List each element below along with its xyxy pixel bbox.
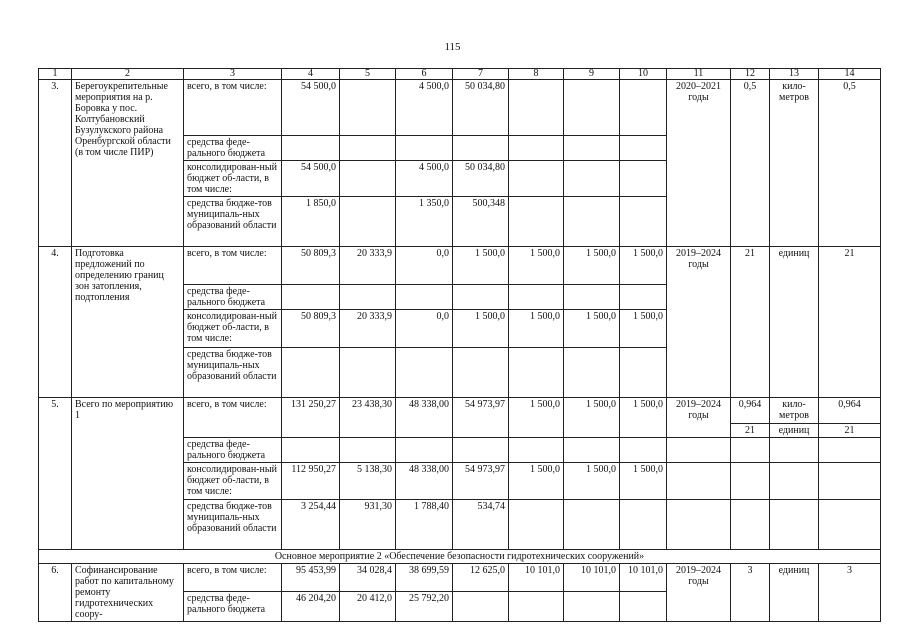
quantity-cell: 0,964 [731, 398, 770, 424]
funding-source-label: всего, в том числе: [184, 564, 282, 592]
amount-cell: 54 973,97 [453, 398, 509, 438]
column-number-header: 14 [819, 69, 881, 80]
amount-cell: 112 950,27 [282, 463, 340, 500]
amount-cell [564, 348, 620, 398]
amount-cell [396, 136, 453, 161]
unit-cell: единиц [770, 424, 819, 438]
funding-source-label: всего, в том числе: [184, 80, 282, 136]
amount-cell [340, 285, 396, 310]
amount-cell: 38 699,59 [396, 564, 453, 592]
amount-cell [340, 136, 396, 161]
amount-cell [340, 197, 396, 247]
amount-cell: 1 500,0 [620, 463, 667, 500]
result-cell: 21 [819, 247, 881, 398]
row-number: 3. [39, 80, 72, 247]
amount-cell: 20 333,9 [340, 247, 396, 285]
page-number: 115 [444, 41, 461, 53]
table-row [39, 247, 881, 285]
amount-cell: 54 500,0 [282, 161, 340, 197]
amount-cell: 20 333,9 [340, 310, 396, 348]
empty-cell [770, 463, 819, 500]
period-cell: 2020–2021 годы [667, 80, 731, 247]
amount-cell [564, 500, 620, 550]
amount-cell: 12 625,0 [453, 564, 509, 592]
amount-cell [396, 348, 453, 398]
amount-cell: 4 500,0 [396, 161, 453, 197]
amount-cell: 1 500,0 [509, 310, 564, 348]
amount-cell [564, 592, 620, 622]
period-cell: 2019–2024 годы [667, 398, 731, 438]
amount-cell: 50 809,3 [282, 310, 340, 348]
row-number: 6. [39, 564, 72, 622]
empty-cell [731, 463, 770, 500]
column-number-header: 1 [39, 69, 72, 80]
amount-cell: 3 254,44 [282, 500, 340, 550]
amount-cell: 1 850,0 [282, 197, 340, 247]
funding-source-label: средства феде-ральнoго бюджета [184, 136, 282, 161]
column-number-header: 3 [184, 69, 282, 80]
amount-cell [396, 438, 453, 463]
amount-cell [509, 161, 564, 197]
row-number: 5. [39, 398, 72, 550]
amount-cell [453, 285, 509, 310]
period-cell: 2019–2024 годы [667, 564, 731, 622]
unit-cell: единиц [770, 564, 819, 622]
amount-cell [340, 438, 396, 463]
amount-cell: 50 034,80 [453, 161, 509, 197]
amount-cell [509, 80, 564, 136]
amount-cell: 23 438,30 [340, 398, 396, 438]
amount-cell [340, 348, 396, 398]
amount-cell [620, 136, 667, 161]
measure-name: Подготовка предложений по определению границ зон затопления, подтопления [72, 247, 184, 398]
quantity-cell: 3 [731, 564, 770, 622]
amount-cell [509, 438, 564, 463]
amount-cell: 95 453,99 [282, 564, 340, 592]
amount-cell: 34 028,4 [340, 564, 396, 592]
amount-cell [453, 438, 509, 463]
amount-cell [620, 285, 667, 310]
column-number-header: 6 [396, 69, 453, 80]
unit-cell: кило-метров [770, 80, 819, 247]
amount-cell: 48 338,00 [396, 463, 453, 500]
amount-cell [340, 161, 396, 197]
table-row [39, 398, 881, 424]
amount-cell [620, 592, 667, 622]
column-number-header: 9 [564, 69, 620, 80]
funding-source-label: средства феде-ральнoго бюджета [184, 592, 282, 622]
amount-cell: 46 204,20 [282, 592, 340, 622]
amount-cell: 0,0 [396, 310, 453, 348]
amount-cell: 1 500,0 [564, 310, 620, 348]
period-cell: 2019–2024 годы [667, 247, 731, 398]
amount-cell [620, 500, 667, 550]
amount-cell: 1 500,0 [453, 247, 509, 285]
amount-cell [620, 348, 667, 398]
amount-cell [340, 80, 396, 136]
funding-source-label: средства феде-ральнoго бюджета [184, 285, 282, 310]
amount-cell [564, 161, 620, 197]
amount-cell: 1 500,0 [564, 247, 620, 285]
funding-source-label: средства бюдже-тов муниципаль-ных образований области [184, 348, 282, 398]
amount-cell [509, 592, 564, 622]
table-row [39, 80, 881, 136]
empty-cell [667, 500, 731, 550]
amount-cell [453, 592, 509, 622]
amount-cell: 1 500,0 [620, 310, 667, 348]
amount-cell [453, 136, 509, 161]
row-number: 4. [39, 247, 72, 398]
empty-cell [770, 500, 819, 550]
column-number-header: 2 [72, 69, 184, 80]
amount-cell: 1 500,0 [564, 463, 620, 500]
funding-source-label: консолидирован-ный бюджет об-ласти, в том числе: [184, 310, 282, 348]
empty-cell [770, 438, 819, 463]
measure-name: Всего по мероприятию 1 [72, 398, 184, 550]
funding-source-label: средства бюдже-тов муниципаль-ных образований области [184, 197, 282, 247]
amount-cell [282, 136, 340, 161]
section-heading: Основное мероприятие 2 «Обеспечение безопасности гидротехнических сооружений» [39, 550, 881, 564]
amount-cell: 10 101,0 [509, 564, 564, 592]
funding-source-label: консолидирован-ный бюджет об-ласти, в том числе: [184, 161, 282, 197]
amount-cell [620, 161, 667, 197]
amount-cell [509, 500, 564, 550]
empty-cell [667, 438, 731, 463]
amount-cell: 25 792,20 [396, 592, 453, 622]
amount-cell: 1 350,0 [396, 197, 453, 247]
funding-source-label: всего, в том числе: [184, 247, 282, 285]
amount-cell: 50 809,3 [282, 247, 340, 285]
amount-cell [453, 348, 509, 398]
amount-cell [620, 197, 667, 247]
column-number-header: 11 [667, 69, 731, 80]
amount-cell: 54 973,97 [453, 463, 509, 500]
amount-cell: 20 412,0 [340, 592, 396, 622]
amount-cell [564, 80, 620, 136]
amount-cell [282, 285, 340, 310]
funding-source-label: средства феде-ральнoго бюджета [184, 438, 282, 463]
column-number-header: 12 [731, 69, 770, 80]
quantity-cell: 21 [731, 424, 770, 438]
amount-cell: 0,0 [396, 247, 453, 285]
amount-cell: 1 500,0 [620, 247, 667, 285]
result-cell: 0,964 [819, 398, 881, 424]
amount-cell [282, 348, 340, 398]
measure-name: Берегоукрепительные мероприятия на р. Боровка у пос. Колтубановский Бузулукского района Оренбургской области (в том числе ПИР) [72, 80, 184, 247]
amount-cell [564, 136, 620, 161]
amount-cell [564, 285, 620, 310]
amount-cell: 1 500,0 [509, 463, 564, 500]
amount-cell: 4 500,0 [396, 80, 453, 136]
funding-table [38, 68, 881, 622]
funding-source-label: консолидирован-ный бюджет об-ласти, в том числе: [184, 463, 282, 500]
funding-source-label: всего, в том числе: [184, 398, 282, 438]
column-number-header: 13 [770, 69, 819, 80]
amount-cell: 931,30 [340, 500, 396, 550]
table-row [39, 69, 881, 80]
amount-cell: 1 500,0 [564, 398, 620, 438]
amount-cell [509, 136, 564, 161]
table-row [39, 564, 881, 592]
amount-cell [509, 197, 564, 247]
amount-cell: 534,74 [453, 500, 509, 550]
amount-cell [620, 438, 667, 463]
amount-cell: 48 338,00 [396, 398, 453, 438]
amount-cell: 1 500,0 [620, 398, 667, 438]
amount-cell [620, 80, 667, 136]
quantity-cell: 0,5 [731, 80, 770, 247]
amount-cell [509, 285, 564, 310]
amount-cell: 1 500,0 [453, 310, 509, 348]
amount-cell: 54 500,0 [282, 80, 340, 136]
table-row [39, 550, 881, 564]
empty-cell [667, 463, 731, 500]
measure-name: Софинансирование работ по капитальному ремонту гидротехнических соору- [72, 564, 184, 622]
empty-cell [731, 500, 770, 550]
result-cell: 21 [819, 424, 881, 438]
result-cell: 0,5 [819, 80, 881, 247]
unit-cell: кило-метров [770, 398, 819, 424]
amount-cell [509, 348, 564, 398]
amount-cell: 50 034,80 [453, 80, 509, 136]
column-number-header: 10 [620, 69, 667, 80]
amount-cell: 1 500,0 [509, 247, 564, 285]
column-number-header: 5 [340, 69, 396, 80]
amount-cell [396, 285, 453, 310]
amount-cell [282, 438, 340, 463]
unit-cell: единиц [770, 247, 819, 398]
amount-cell: 131 250,27 [282, 398, 340, 438]
amount-cell [564, 197, 620, 247]
column-number-header: 8 [509, 69, 564, 80]
column-number-header: 7 [453, 69, 509, 80]
funding-source-label: средства бюдже-тов муниципаль-ных образований области [184, 500, 282, 550]
result-cell: 3 [819, 564, 881, 622]
amount-cell: 1 788,40 [396, 500, 453, 550]
quantity-cell: 21 [731, 247, 770, 398]
empty-cell [819, 438, 881, 463]
amount-cell: 5 138,30 [340, 463, 396, 500]
amount-cell: 500,348 [453, 197, 509, 247]
amount-cell: 1 500,0 [509, 398, 564, 438]
column-number-header: 4 [282, 69, 340, 80]
amount-cell: 10 101,0 [564, 564, 620, 592]
amount-cell: 10 101,0 [620, 564, 667, 592]
empty-cell [819, 500, 881, 550]
empty-cell [731, 438, 770, 463]
amount-cell [564, 438, 620, 463]
empty-cell [819, 463, 881, 500]
